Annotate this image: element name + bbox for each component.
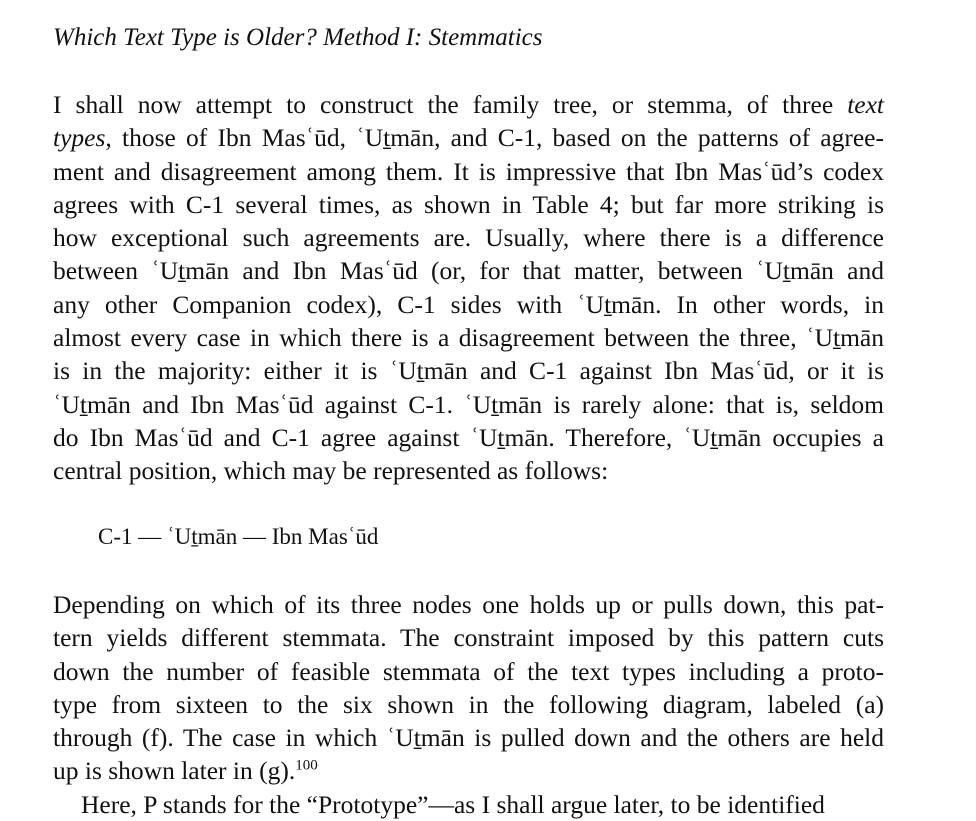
paragraph-1-line-10: ʿUṯmān and Ibn Masʿūd against C-1. ʿUṯmān is rarely alone: that is, seldom xyxy=(53,389,884,419)
paragraph-3-partial: Here, P stands for the “Prototype”—as I shall argue later, to be identified xyxy=(81,790,825,819)
paragraph-1-line-4: agrees with C-1 several times, as shown in Table 4; but far more striking is xyxy=(53,189,884,219)
paragraph-1-line-3: ment and disagreement among them. It is impressive that Ibn Masʿūd’s codex xyxy=(53,156,884,186)
stemma-diagram-line: C-1 — ʿUṯmān — Ibn Masʿūd xyxy=(98,524,379,549)
paragraph-1 xyxy=(53,88,884,488)
paragraph-2-line-3: down the number of feasible stemmata of the text types including a proto- xyxy=(53,656,884,686)
paragraph-2-line-4: type from sixteen to the six shown in the following diagram, labeled (a) xyxy=(53,689,884,719)
paragraph-2-line-5: through (f). The case in which ʿUṯmān is pulled down and the others are held xyxy=(53,723,884,753)
paragraph-1-line-11: do Ibn Masʿūd and C-1 agree against ʿUṯmān. Therefore, ʿUṯmān occupies a xyxy=(53,422,884,452)
paragraph-2-line-1: Depending on which of its three nodes one holds up or pulls down, this pat- xyxy=(53,590,884,619)
paragraph-2 xyxy=(53,588,884,788)
paragraph-1-line-9: is in the majority: either it is ʿUṯmān and C-1 against Ibn Masʿūd, or it is xyxy=(53,356,884,386)
paragraph-1-line-8: almost every case in which there is a disagreement between the three, ʿUṯmān xyxy=(53,323,884,353)
paragraph-1-line-6: between ʿUṯmān and Ibn Masʿūd (or, for that matter, between ʿUṯmān and xyxy=(53,256,884,286)
paragraph-2-line-6: up is shown later in (g).$^{100}$ xyxy=(53,756,318,786)
paragraph-1-line-7: any other Companion codex), C-1 sides with ʿUṯmān. In other words, in xyxy=(53,289,884,319)
section-heading: Which Text Type is Older? Method I: Stemmatics xyxy=(53,24,543,51)
paragraph-1-line-1: I shall now attempt to construct the family tree, or stemma, of three text xyxy=(53,90,884,119)
paragraph-1-line-2: types, those of Ibn Masʿūd, ʿUṯmān, and C-1, based on the patterns of agree- xyxy=(53,123,884,153)
paragraph-1-line-12: central position, which may be represented as follows: xyxy=(53,456,609,486)
paragraph-1-line-5: how exceptional such agreements are. Usually, where there is a difference xyxy=(53,223,884,253)
footnote-ref-100[interactable]: 100 xyxy=(295,757,318,774)
paragraph-2-line-2: tern yields different stemmata. The constraint imposed by this pattern cuts xyxy=(53,623,884,653)
